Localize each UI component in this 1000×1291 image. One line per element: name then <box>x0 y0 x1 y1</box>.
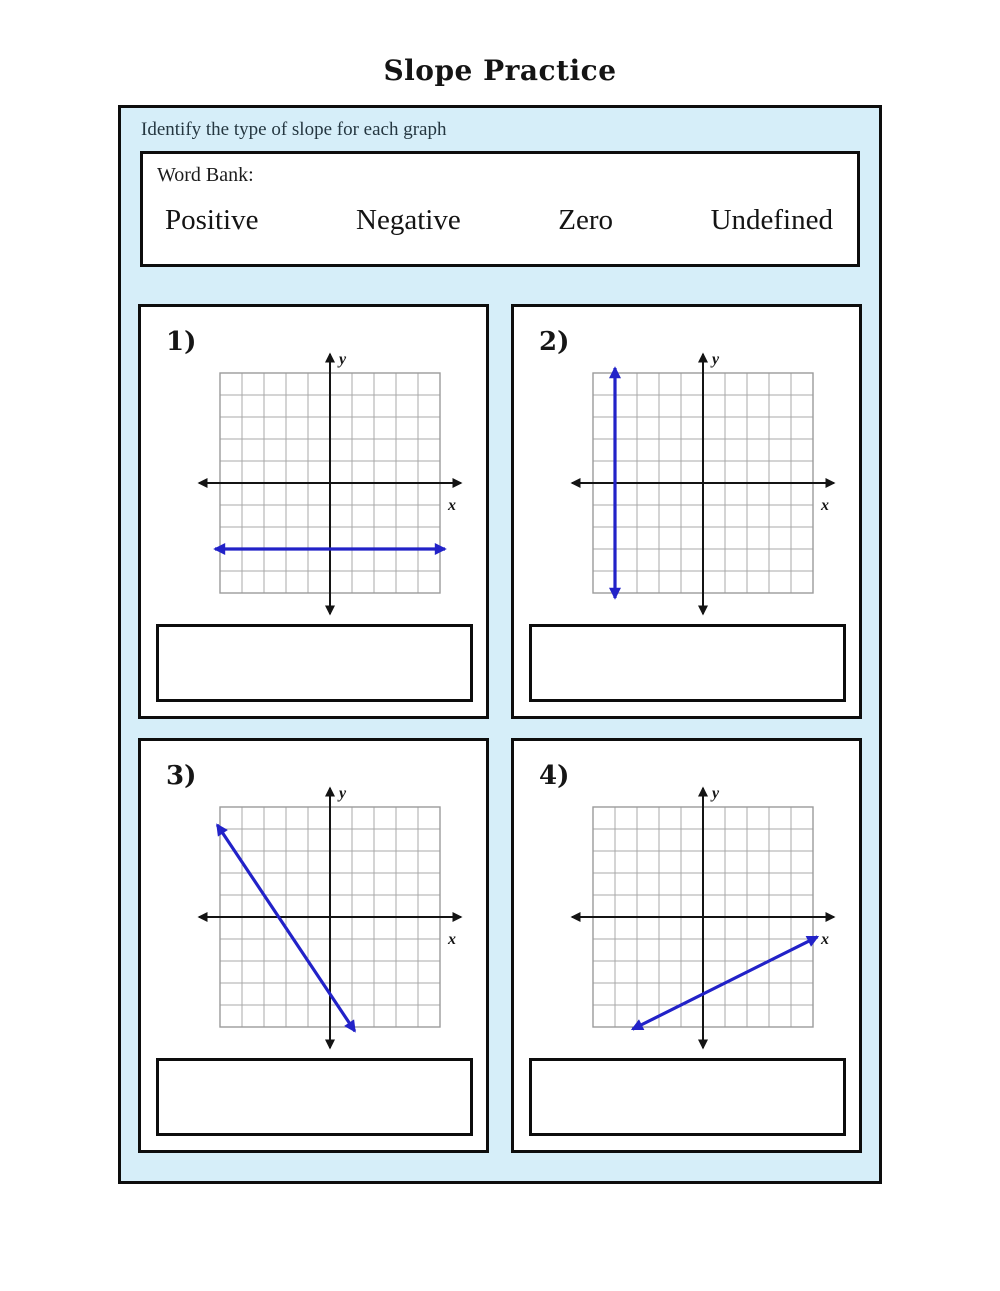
y-axis-label: y <box>712 785 720 802</box>
problem-card-2 <box>511 304 862 719</box>
x-axis-label: x <box>821 497 829 514</box>
problem-number: 1) <box>166 327 197 357</box>
word-bank-option-positive: Positive <box>165 204 259 236</box>
answer-box-1[interactable] <box>156 624 473 702</box>
page-title: Slope Practice <box>383 54 617 87</box>
problem-card-3 <box>138 738 489 1153</box>
x-axis-label: x <box>448 931 456 948</box>
word-bank-option-undefined: Undefined <box>710 204 833 236</box>
y-axis-label: y <box>339 351 347 368</box>
problem-card-1 <box>138 304 489 719</box>
problem-number: 4) <box>539 761 570 791</box>
problem-number: 2) <box>539 327 570 357</box>
x-axis-label: x <box>448 497 456 514</box>
problems-grid <box>138 304 862 1153</box>
answer-box-4[interactable] <box>529 1058 846 1136</box>
graph-2 <box>558 343 848 625</box>
problem-card-4 <box>511 738 862 1153</box>
instruction-text: Identify the type of slope for each graph <box>141 119 447 140</box>
y-axis-label: y <box>712 351 720 368</box>
y-axis-label: y <box>339 785 347 802</box>
word-bank-options <box>157 187 843 237</box>
x-axis-label: x <box>821 931 829 948</box>
graph-4 <box>558 777 848 1059</box>
graph-3 <box>185 777 475 1059</box>
word-bank-option-zero: Zero <box>558 204 614 236</box>
graph-1 <box>185 343 475 625</box>
word-bank-box <box>140 151 860 267</box>
answer-box-2[interactable] <box>529 624 846 702</box>
problem-number: 3) <box>166 761 197 791</box>
word-bank-option-negative: Negative <box>356 204 461 236</box>
answer-box-3[interactable] <box>156 1058 473 1136</box>
word-bank-label: Word Bank: <box>157 164 254 186</box>
worksheet-panel <box>118 105 882 1184</box>
